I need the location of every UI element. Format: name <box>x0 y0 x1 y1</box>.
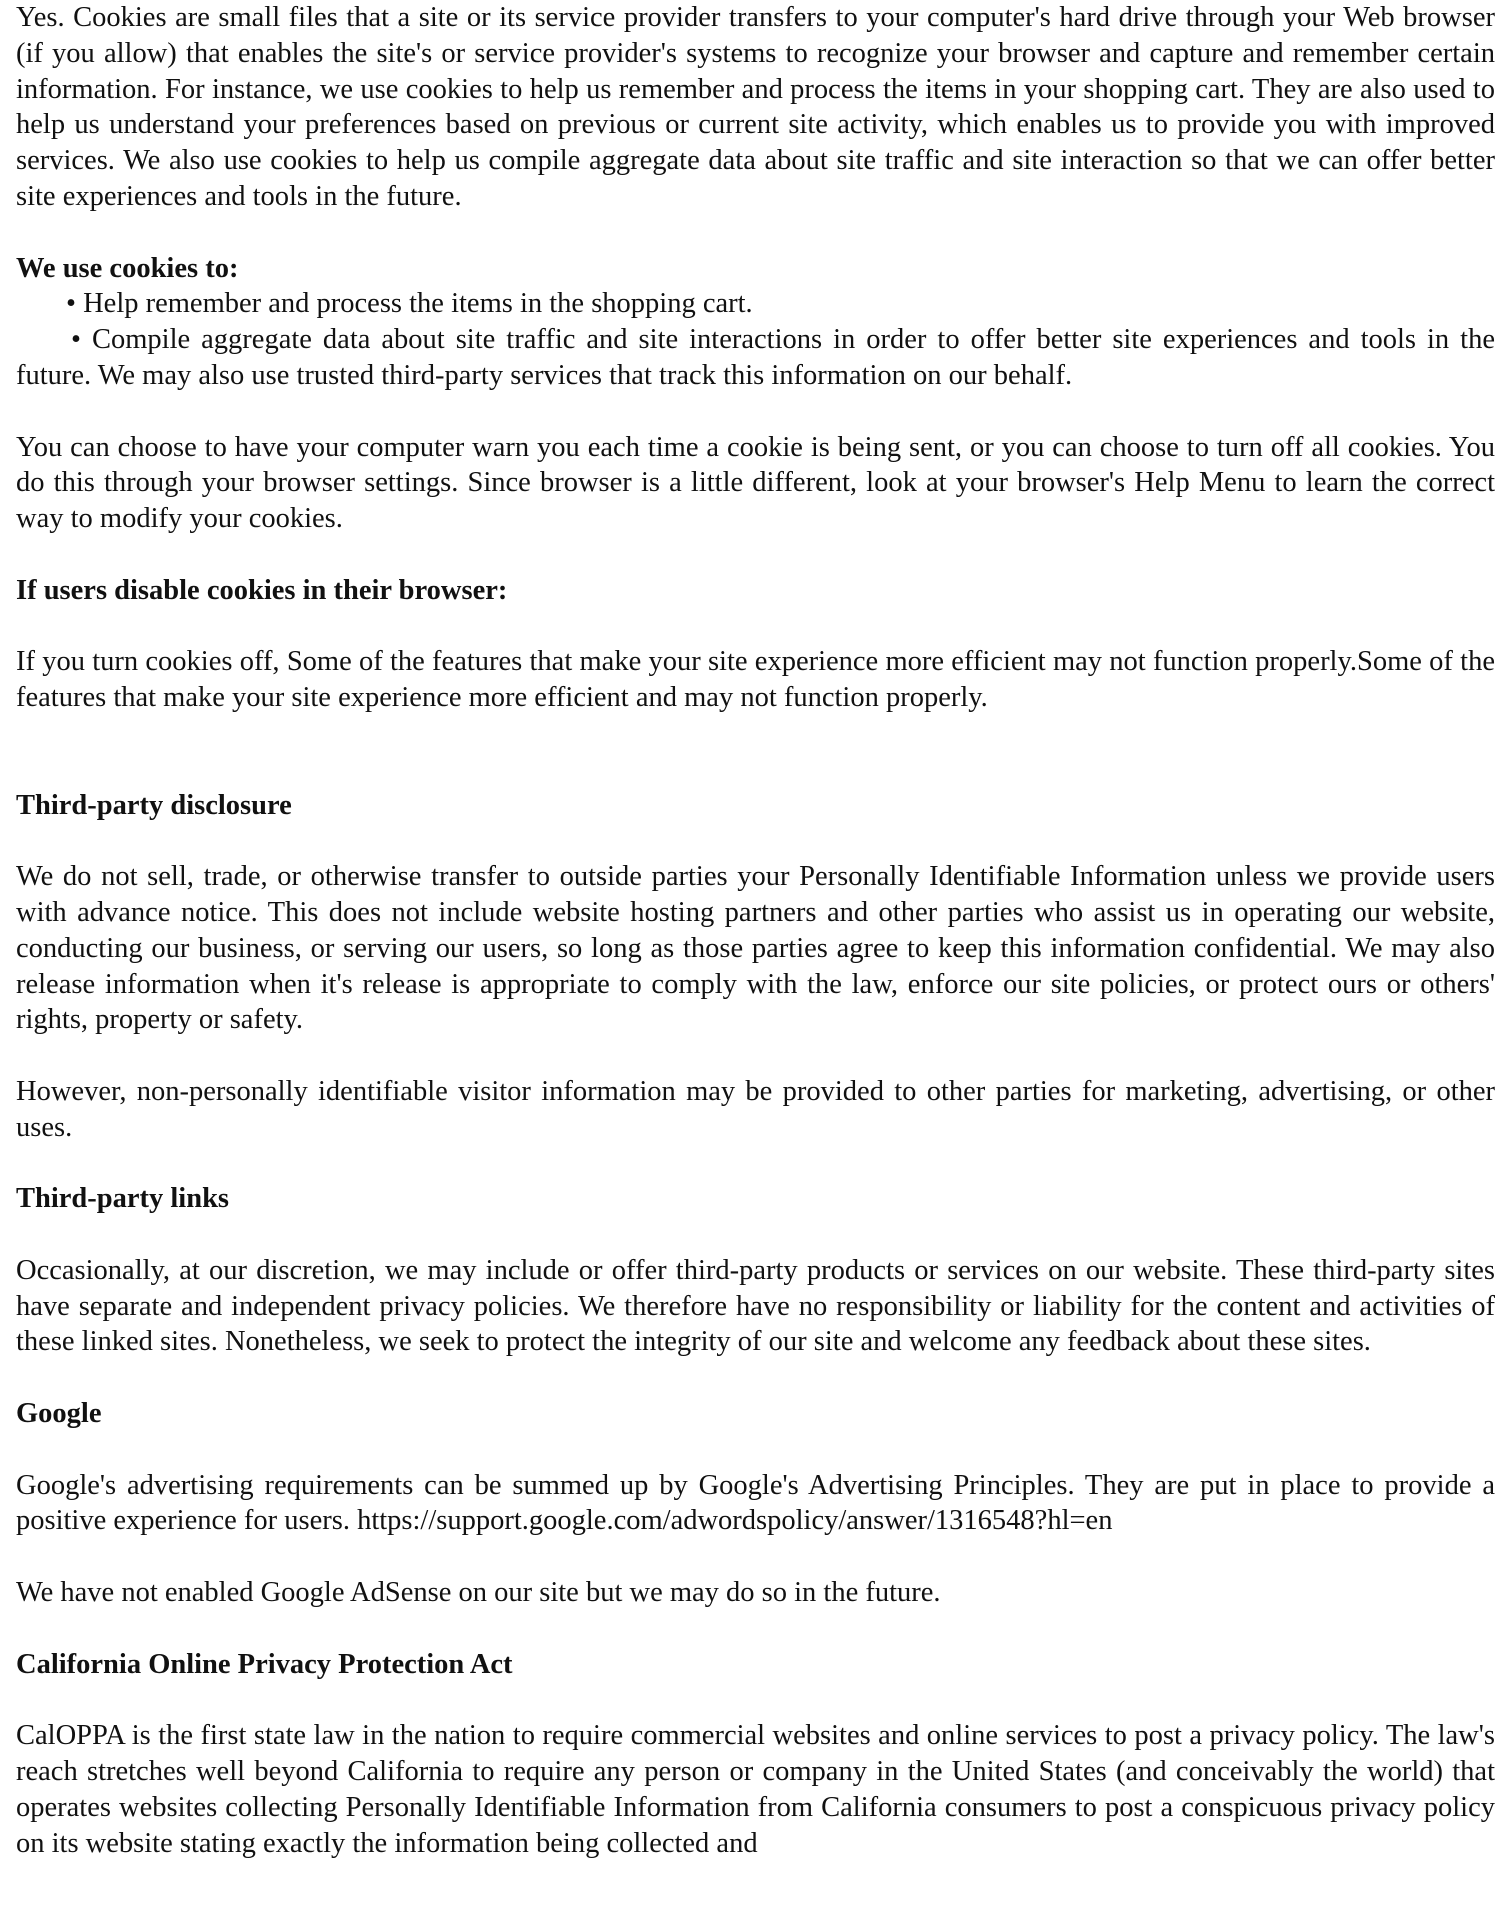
spacer <box>16 1038 1495 1074</box>
non-personal-info-paragraph: However, non-personally identifiable visitor information may be provided to other parties for marketing, advertising, or other uses. <box>16 1075 1495 1143</box>
spacer <box>16 215 1495 251</box>
spacer <box>16 716 1495 788</box>
spacer <box>16 537 1495 573</box>
third-party-disclosure-heading: Third-party disclosure <box>16 789 292 821</box>
spacer <box>16 1360 1495 1396</box>
spacer <box>16 1146 1495 1182</box>
third-party-disclosure-paragraph: We do not sell, trade, or otherwise transfer to outside parties your Personally Identifiable Information unless we provide users with advance notice. This does not include website hosting partners and other parties who assist us in operating our website, conducting our business, or serving our users, so long as those parties agree to keep this information confidential. We may also release information when it's release is appropriate to comply with the law, enforce our site policies, or protect ours or others' rights, property or safety. <box>16 861 1495 1036</box>
spacer <box>16 1432 1495 1468</box>
spacer <box>16 1682 1495 1718</box>
disable-cookies-paragraph: If you turn cookies off, Some of the features that make your site experience more efficient may not function properly.Some of the features that make your site experience more efficient and may not function properly. <box>16 646 1495 714</box>
cookies-intro-paragraph: Yes. Cookies are small files that a site or its service provider transfers to your computer's hard drive through your Web browser (if you allow) that enables the site's or service provider's systems to recognize your browser and capture and remember certain information. For instance, we use cookies to help us remember and process the items in your shopping cart. They are also used to help us understand your preferences based on previous or current site activity, which enables us to provide you with improved services. We also use cookies to help us compile aggregate data about site traffic and site interaction so that we can offer better site experiences and tools in the future. <box>16 2 1495 212</box>
google-principles-paragraph: Google's advertising requirements can be summed up by Google's Advertising Principles. They are put in place to provide a positive experience for users. https://support.google.com/adwordspolicy/answer/1316548?hl=en <box>16 1469 1495 1537</box>
third-party-links-paragraph: Occasionally, at our discretion, we may include or offer third-party products or services on our website. These third-party sites have separate and independent privacy policies. We therefore have no responsibility or liability for the content and activities of these linked sites. Nonetheless, we seek to protect the integrity of our site and welcome any feedback about these sites. <box>16 1254 1495 1358</box>
spacer <box>16 1611 1495 1647</box>
bullet-item: • Help remember and process the items in the shopping cart. <box>66 288 753 320</box>
disable-cookies-heading: If users disable cookies in their browser: <box>16 574 508 606</box>
google-heading: Google <box>16 1398 102 1430</box>
bullet-item: • Compile aggregate data about site traffic and site interactions in order to offer better site experiences and tools in the future. We may also use trusted third-party services that track this information on our behalf. <box>16 324 1495 391</box>
spacer <box>16 609 1495 645</box>
cookies-warn-paragraph: You can choose to have your computer warn you each time a cookie is being sent, or you can choose to turn off all cookies. You do this through your browser settings. Since browser is a little different, look at your browser's Help Menu to learn the correct way to modify your cookies. <box>16 431 1495 535</box>
spacer <box>16 1539 1495 1575</box>
caloppa-paragraph: CalOPPA is the first state law in the nation to require commercial websites and online services to post a privacy policy. The law's reach stretches well beyond California to require any person or company in the United States (and conceivably the world) that operates websites collecting Personally Identifiable Information from California consumers to post a conspicuous privacy policy on its website stating exactly the information being collected and <box>16 1720 1495 1859</box>
google-adsense-paragraph: We have not enabled Google AdSense on our site but we may do so in the future. <box>16 1577 941 1609</box>
spacer <box>16 823 1495 859</box>
spacer <box>16 394 1495 430</box>
third-party-links-heading: Third-party links <box>16 1183 230 1215</box>
spacer <box>16 1217 1495 1253</box>
caloppa-heading: California Online Privacy Protection Act <box>16 1648 513 1680</box>
use-cookies-heading: We use cookies to: <box>16 252 239 284</box>
document-page <box>16 0 1495 1861</box>
